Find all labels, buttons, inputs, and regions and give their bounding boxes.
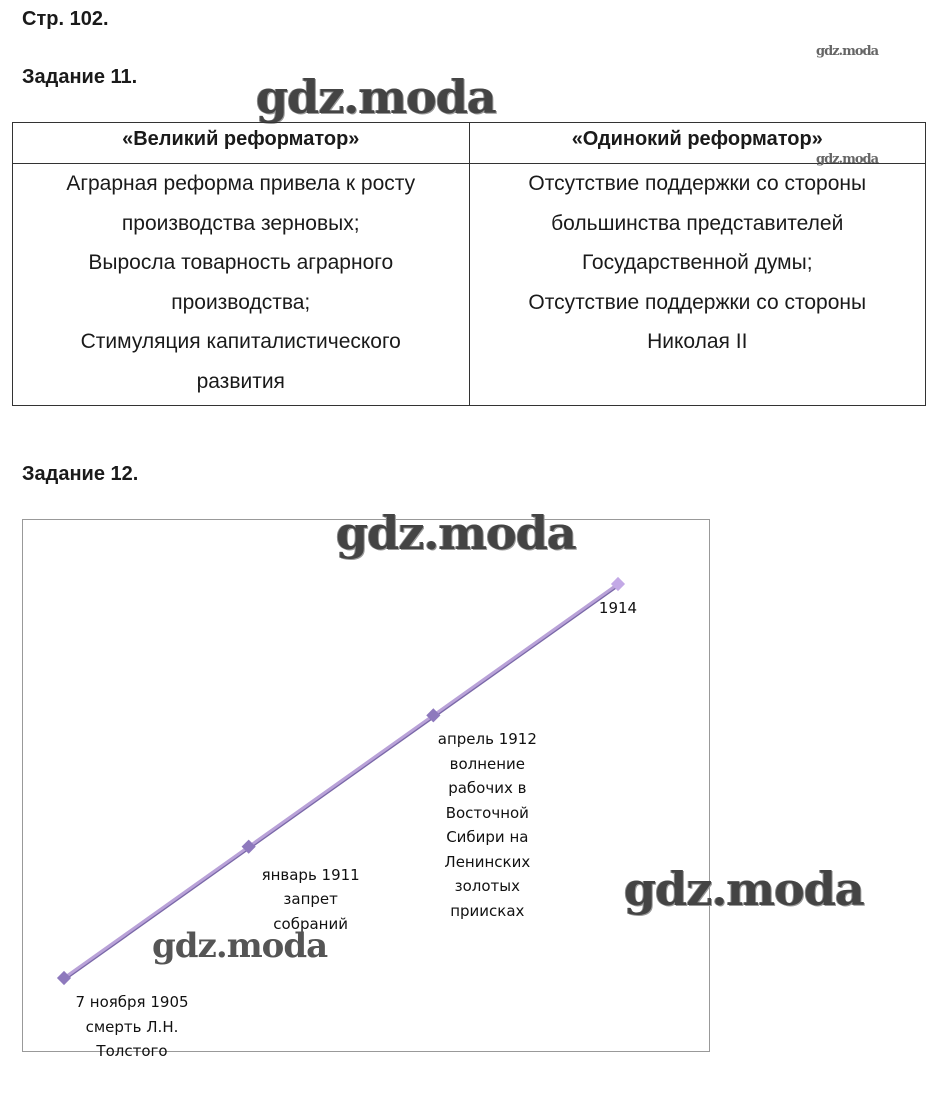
cell-line: Николая II bbox=[647, 330, 748, 353]
event-label-line: 1914 bbox=[598, 599, 638, 617]
watermark: gdz.moda bbox=[152, 926, 328, 966]
event-label bbox=[412, 727, 562, 923]
event-label-line: Восточной bbox=[445, 803, 529, 822]
lonely-reformer-cell bbox=[469, 164, 926, 406]
event-label bbox=[57, 990, 207, 1064]
event-label-line: смерть Л.Н. bbox=[85, 1017, 179, 1036]
event-label-line: собраний bbox=[273, 914, 348, 933]
watermark: gdz.moda bbox=[256, 70, 496, 124]
cell-line: производства; bbox=[171, 290, 311, 314]
event-label-line: запрет bbox=[283, 890, 338, 909]
watermark: gdz.moda bbox=[336, 506, 576, 560]
cell-line: Выросла товарность аграрного bbox=[88, 251, 394, 274]
cell-line: Отсутствие поддержки со стороны bbox=[528, 290, 867, 314]
cell-line: производства зерновых; bbox=[121, 211, 360, 235]
watermark: gdz.moda bbox=[624, 862, 864, 916]
event-label-line: волнение bbox=[449, 754, 526, 773]
cell-line: Отсутствие поддержки со стороны bbox=[528, 172, 867, 195]
event-label-line: январь 1911 bbox=[261, 865, 360, 884]
event-label-line: апрель 1912 bbox=[437, 730, 537, 749]
event-label-line: 7 ноября 1905 bbox=[75, 993, 189, 1011]
event-label bbox=[543, 596, 693, 621]
great-reformer-cell bbox=[13, 164, 470, 406]
cell-line: Государственной думы; bbox=[581, 251, 813, 274]
task-12-heading: Задание 12. bbox=[22, 463, 139, 485]
event-label-line: Ленинских bbox=[444, 852, 531, 871]
cell-line: Аграрная реформа привела к росту bbox=[66, 172, 416, 195]
page-reference: Стр. 102. bbox=[22, 8, 109, 30]
comparison-table bbox=[12, 122, 926, 406]
event-label-line: рабочих в bbox=[448, 779, 527, 798]
cell-line: Стимуляция капиталистического bbox=[80, 330, 401, 353]
watermark: gdz.moda bbox=[816, 44, 879, 59]
column-header-great-reformer: «Великий реформатор» bbox=[13, 123, 470, 164]
task-11-heading: Задание 11. bbox=[22, 66, 138, 88]
event-label-line: золотых bbox=[454, 877, 521, 896]
event-label-line: Сибири на bbox=[446, 828, 529, 847]
cell-line: большинства представителей bbox=[551, 211, 844, 235]
event-label-line: приисках bbox=[450, 901, 525, 920]
watermark: gdz.moda bbox=[816, 152, 879, 167]
cell-line: развития bbox=[196, 369, 285, 393]
timeline-chart bbox=[22, 519, 710, 1060]
event-label-line: Толстого bbox=[96, 1042, 168, 1060]
column-header-lonely-reformer: «Одинокий реформатор» bbox=[469, 123, 926, 164]
